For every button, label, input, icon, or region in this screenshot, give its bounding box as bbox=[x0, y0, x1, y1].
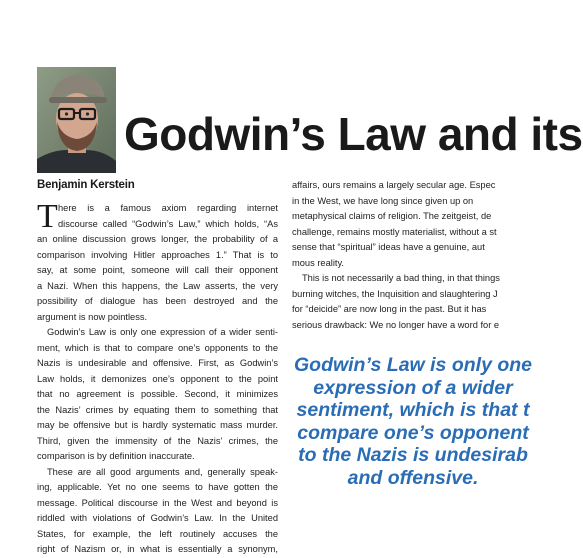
pull-quote-line: expression of a wider bbox=[313, 376, 513, 399]
text-line: burning witches, the Inquisition and slaughtering J bbox=[292, 288, 498, 299]
right-column bbox=[292, 178, 532, 333]
text-line: in the West, we have long since given up on bbox=[292, 195, 474, 206]
pull-quote-line: compare one’s opponent bbox=[297, 421, 529, 444]
pull-quote-line: Godwin’s Law is only one bbox=[293, 354, 532, 376]
pull-quote-line: to the Nazis is undesirab bbox=[298, 444, 528, 466]
text-line: Third, given the immensity of the Nazis’ crimes, the bbox=[37, 435, 278, 446]
author-photo bbox=[37, 67, 116, 173]
left-column bbox=[37, 198, 278, 558]
text-line: These are all good arguments and, generally speak- bbox=[47, 466, 278, 477]
pull-quote bbox=[293, 354, 533, 489]
text-line: discourse called “Godwin’s Law,” which holds, “As bbox=[58, 218, 278, 229]
text-line: message. Political discourse in the West and beyond is bbox=[37, 497, 278, 508]
text-line: ing, applicable. Yet no one seems to have gotten the bbox=[37, 482, 278, 492]
text-line: serious drawback: We no longer have a word for e bbox=[292, 319, 500, 330]
text-line: the Nazis’ crimes by equating them to something that bbox=[37, 404, 278, 415]
text-line: comparison involving Hitler approaches 1.” That is to bbox=[37, 249, 278, 260]
author-byline: Benjamin Kerstein bbox=[37, 179, 135, 191]
text-line: States, for example, the left routinely accuses the bbox=[37, 528, 278, 539]
text-line: right of Nazism or, in what is essentially a synonym, bbox=[37, 544, 278, 554]
text-line: challenge, remains mostly materialist, without a st bbox=[292, 226, 497, 237]
text-line: comparison is by definition inaccurate. bbox=[37, 451, 195, 461]
text-line: riddled with violations of Godwin’s Law. In the United bbox=[37, 513, 278, 523]
text-line: here is a famous axiom regarding internet bbox=[58, 203, 278, 213]
paragraph-3 bbox=[37, 465, 278, 558]
text-line: ment, which is that to compare one’s opponents to the bbox=[37, 342, 278, 353]
pull-quote-line: and offensive. bbox=[347, 466, 479, 489]
paragraph-right-1 bbox=[292, 178, 532, 271]
paragraph-2 bbox=[37, 325, 278, 465]
text-line: argument is now pointless. bbox=[37, 311, 148, 322]
text-line: This is not necessarily a bad thing, in that things bbox=[302, 273, 500, 283]
text-line: metaphysical claims of religion. The zeitgeist, de bbox=[292, 211, 492, 221]
text-line: say, at some point, someone will call their opponent bbox=[37, 265, 278, 275]
text-line: Law holds, it demonizes one’s opponent to the point bbox=[37, 373, 278, 384]
text-line: for “deicide” are now long in the past. But it has bbox=[292, 304, 487, 314]
text-line: possibility of dialogue has been destroyed and the bbox=[37, 296, 278, 306]
article-title: Godwin’s Law and its bbox=[124, 108, 583, 160]
text-line: that no agreement is possible. Second, it minimizes bbox=[37, 389, 278, 399]
drop-cap: T bbox=[37, 198, 58, 235]
text-line: affairs, ours remains a largely secular age. Espec bbox=[292, 180, 496, 190]
author-portrait-icon bbox=[37, 67, 116, 173]
text-line: mous reality. bbox=[292, 257, 345, 268]
paragraph-right-2 bbox=[292, 271, 532, 333]
text-line: sense that “spiritual” ideas have a genuine, aut bbox=[292, 242, 485, 252]
text-line: may be offensive but is hardly systematic mass murder. bbox=[37, 420, 278, 430]
paragraph-1 bbox=[37, 198, 278, 325]
text-line: an online discussion grows longer, the probability of a bbox=[37, 234, 278, 244]
pull-quote-line: sentiment, which is that t bbox=[296, 399, 530, 421]
text-line: Nazis is undesirable and offensive. First, as Godwin’s bbox=[37, 358, 278, 368]
text-line: Godwin’s Law is only one expression of a wider senti- bbox=[47, 327, 278, 337]
text-line: a Nazi. When this happens, the Law asserts, the very bbox=[37, 280, 278, 291]
